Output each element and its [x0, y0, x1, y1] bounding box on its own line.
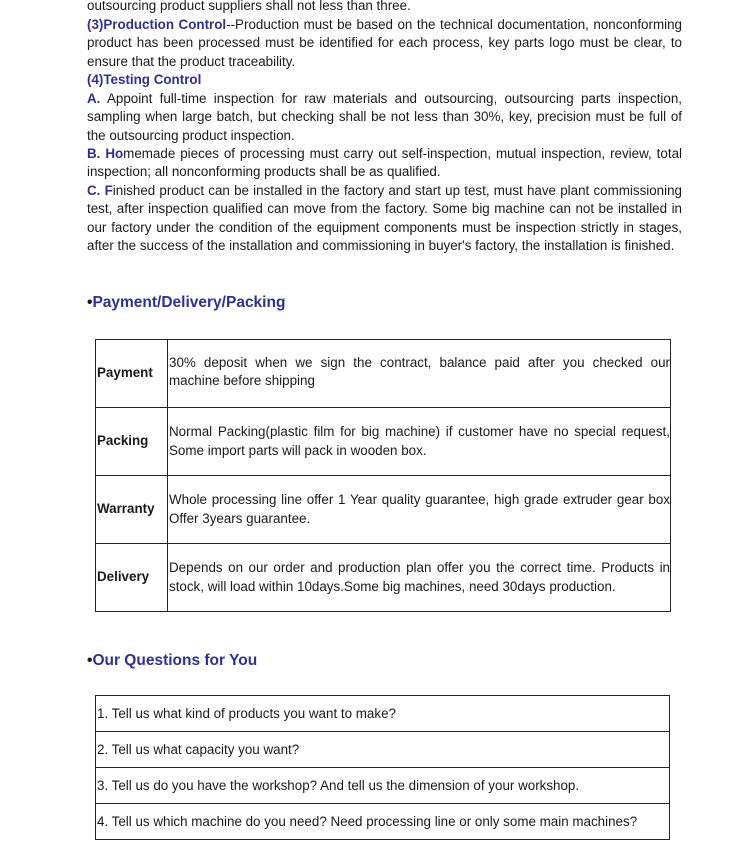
warranty-row-text: Whole processing line offer 1 Year quality guarantee, high grade extruder gear box Offer 3years guarantee. [168, 476, 671, 544]
question-row [96, 696, 670, 732]
payment-section-heading [87, 294, 285, 312]
warranty-row [96, 476, 671, 544]
payment-section-title: Payment/Delivery/Packing [92, 294, 286, 311]
question-row [96, 732, 670, 768]
production-control-label: (3)Production Control [87, 17, 227, 32]
production-control-text: --Production must be based on the technical documentation, nonconforming product has been processed must be identified for each process, key parts logo must be clear, to ensure that the product traceability. [87, 17, 682, 69]
testing-item-b-marker: B. Ho [87, 146, 124, 161]
questions-table [95, 695, 670, 840]
question-item: 1. Tell us what kind of products you want to make? [96, 696, 670, 732]
testing-item-c [87, 182, 682, 255]
question-item: 3. Tell us do you have the workshop? And tell us the dimension of your workshop. [96, 768, 670, 804]
testing-item-c-marker: C. F [87, 183, 113, 198]
questions-section-heading [87, 652, 257, 670]
packing-row [96, 408, 671, 476]
question-item: 2. Tell us what capacity you want? [96, 732, 670, 768]
questions-section-title: Our Questions for You [92, 652, 258, 669]
payment-row-text: 30% deposit when we sign the contract, balance paid after you checked our machine before shipping [168, 340, 671, 408]
intro-line: outsourcing product suppliers shall not less than three. [87, 0, 411, 13]
packing-row-label: Packing [96, 408, 168, 476]
testing-item-b-text: memade pieces of processing must carry out self-inspection, mutual inspection, review, total inspection; all nonconforming products shall be as qualified. [87, 146, 682, 180]
production-control-paragraph [87, 16, 682, 71]
payment-table [95, 339, 671, 612]
payment-row-label: Payment [96, 340, 168, 408]
delivery-row-label: Delivery [96, 544, 168, 612]
questions-bullet-icon: • [87, 652, 93, 669]
question-item: 4. Tell us which machine do you need? Need processing line or only some main machines? [96, 804, 670, 840]
question-row [96, 804, 670, 840]
testing-item-a-marker: A. [87, 91, 101, 106]
payment-row [96, 340, 671, 408]
delivery-row-text: Depends on our order and production plan offer you the correct time. Products in stock, will load within 10days.Some big machines, need 30days production. [168, 544, 671, 612]
warranty-row-label: Warranty [96, 476, 168, 544]
delivery-row [96, 544, 671, 612]
testing-item-c-text: inished product can be installed in the factory and start up test, must have plant commissioning test, after inspection qualified can move from the factory. Some big machine can not be installed in our factory under the condition of the equipment components must be inspection strictly in stages, after the success of the installation and commissioning in buyer's factory, the installation is finished. [87, 183, 683, 253]
testing-item-b [87, 145, 682, 182]
testing-item-a-text: Appoint full-time inspection for raw materials and outsourcing, outsourcing parts inspection, sampling when large batch, but checking shall be not less than 30%, key, precision must be full of the outsourcing product inspection. [87, 91, 682, 143]
packing-row-text: Normal Packing(plastic film for big machine) if customer have no special request, Some import parts will pack in wooden box. [168, 408, 671, 476]
testing-control-label: (4)Testing Control [87, 72, 202, 87]
question-row [96, 768, 670, 804]
payment-bullet-icon: • [87, 294, 93, 311]
testing-item-a [87, 90, 682, 145]
